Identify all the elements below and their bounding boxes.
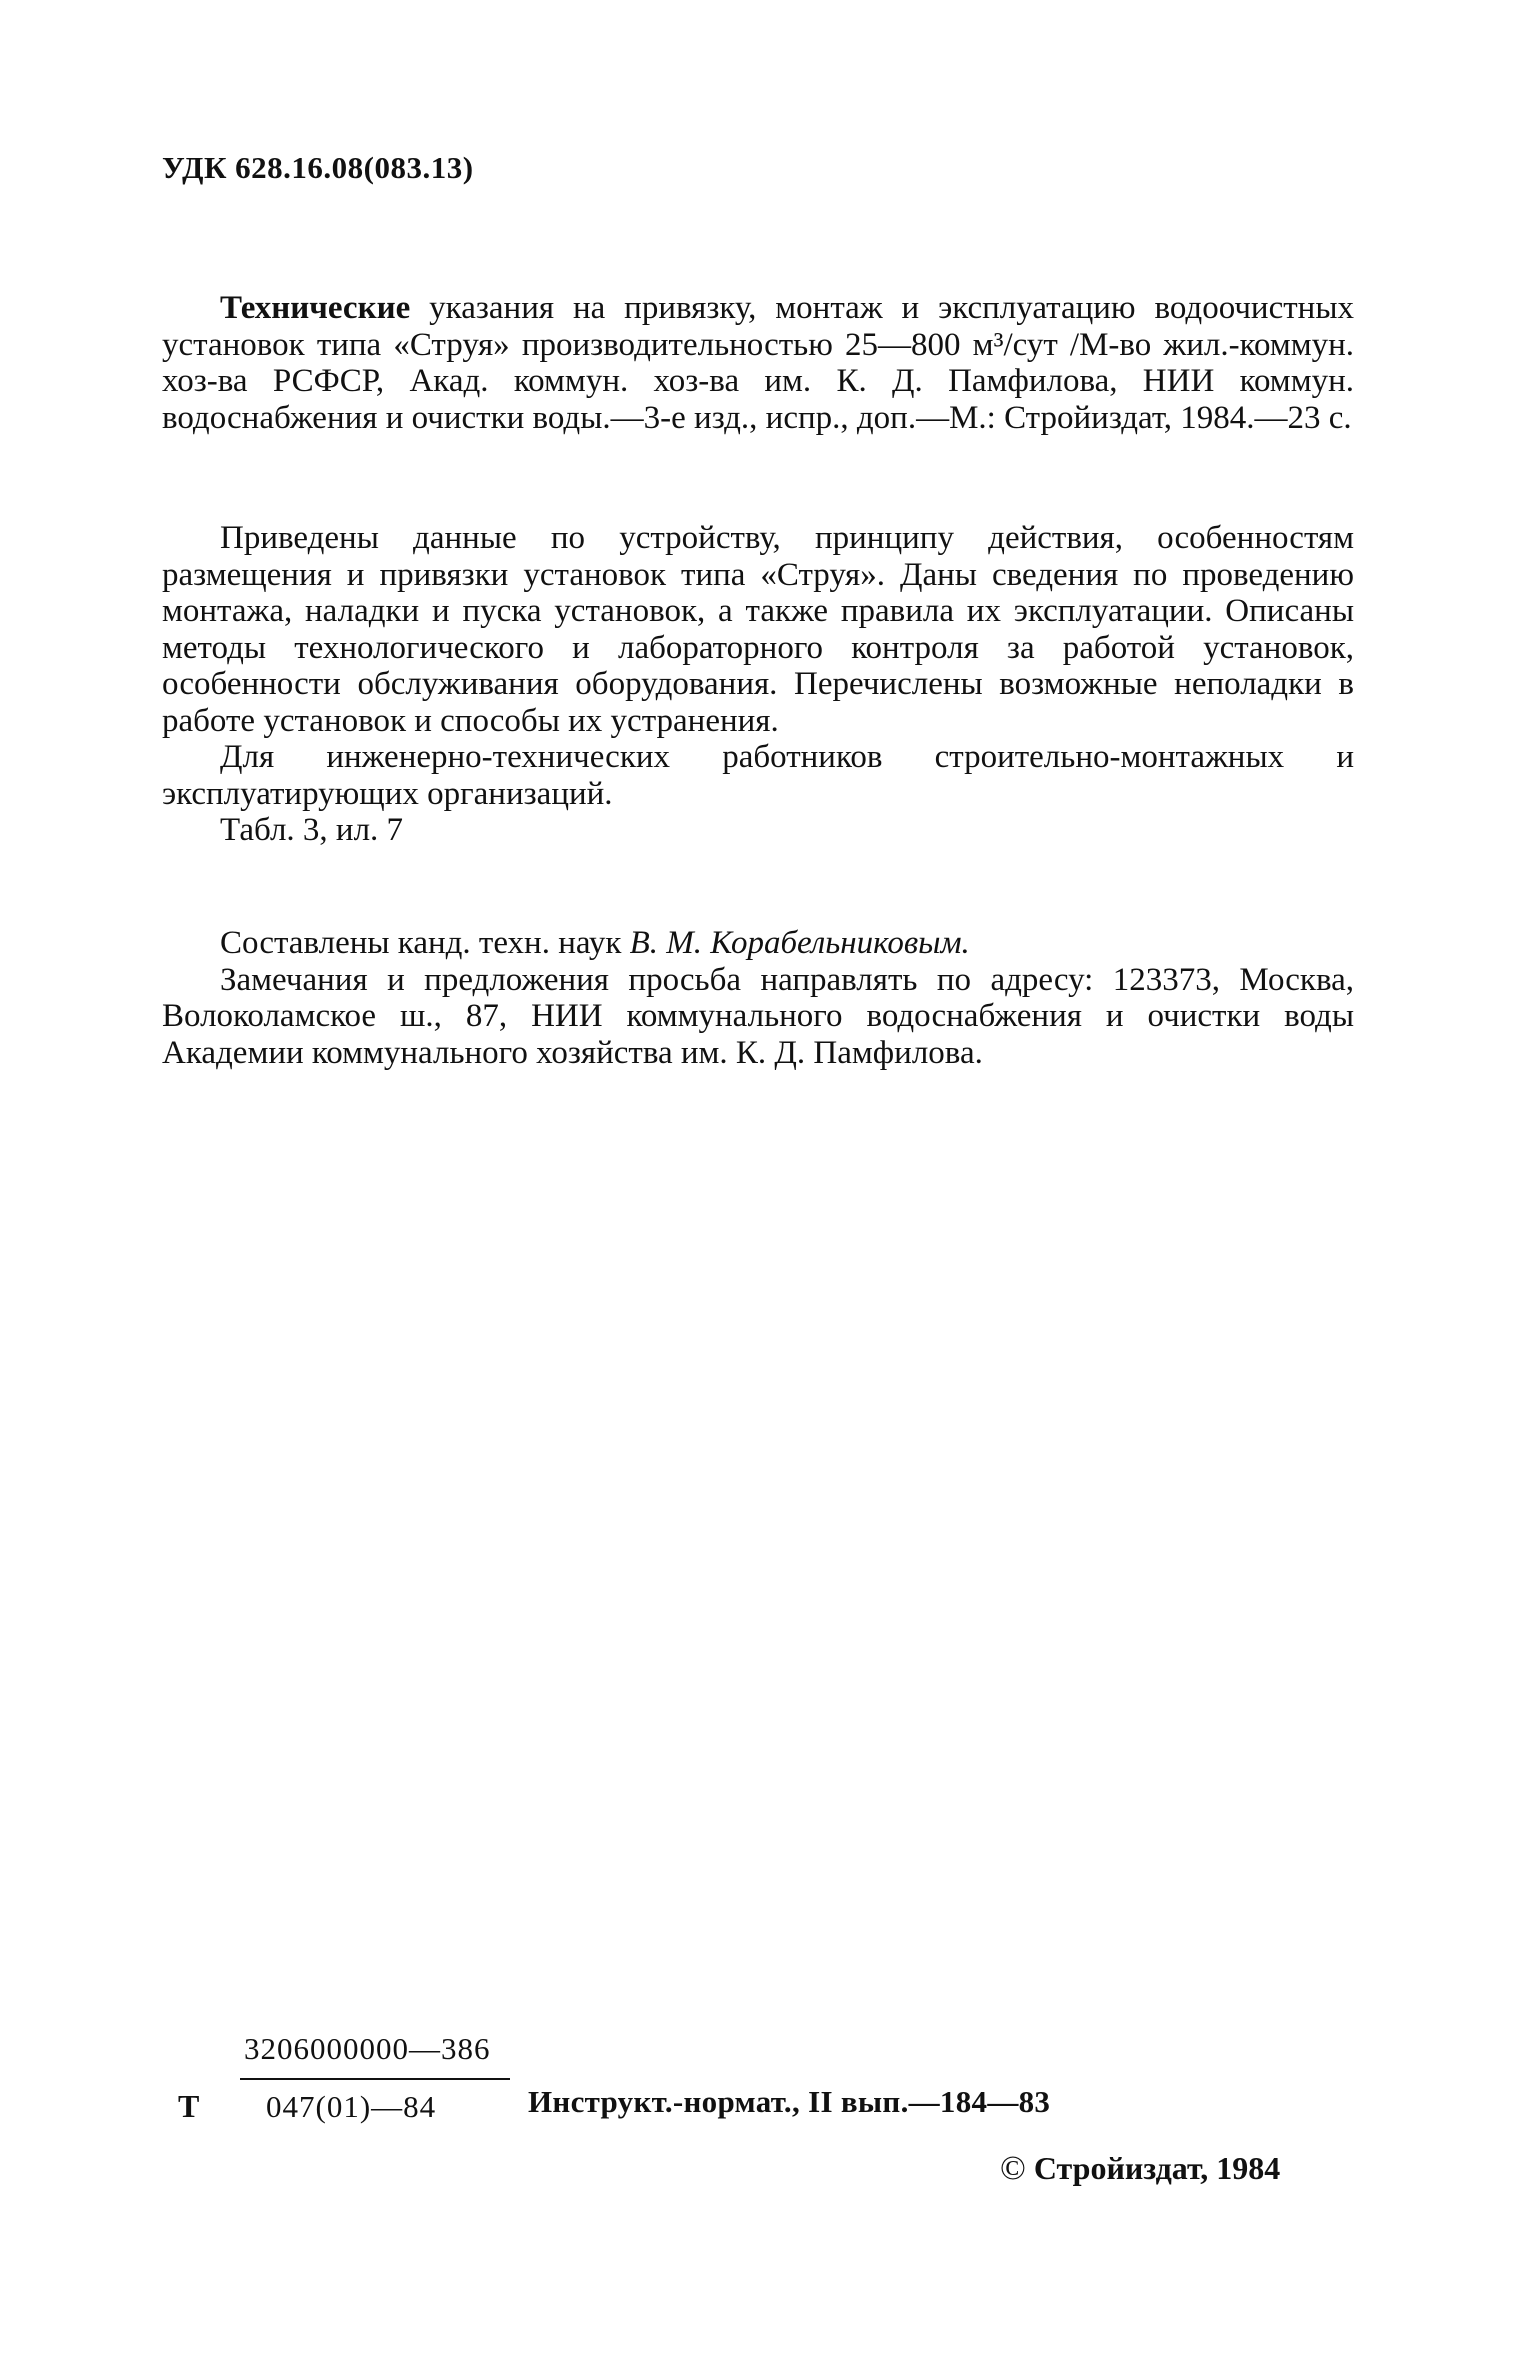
fraction-bar bbox=[240, 2078, 510, 2080]
compiler-author: В. М. Корабельниковым. bbox=[629, 925, 970, 961]
imprint-numerator: 3206000000—386 bbox=[244, 2031, 491, 2066]
abstract bbox=[162, 520, 1354, 849]
abstract-paragraph-1: Приведены данные по устройству, принципу действия, особенностям размещения и привязки установок типа «Струя». Даны сведения по проведению монтажа, наладки и пуска установок, а также правила их эксплуатации. Описаны методы технологического и лабораторного контроля за работой установок, особенности обслуживания оборудования. Перечислены возможные неполадки в работе установок и способы их устранения. bbox=[162, 520, 1354, 739]
remarks-address: Замечания и предложения просьба направлять по адресу: 123373, Москва, Волоколамское ш., 87, НИИ коммунального водоснабжения и очистки воды Академии коммунального хозяйства им. К. Д. Памфилова. bbox=[162, 961, 1354, 1071]
imprint-series: Инструкт.-нормат., II вып.—184—83 bbox=[528, 2084, 1051, 2119]
bibliographic-entry bbox=[162, 290, 1354, 436]
imprint-letter: Т bbox=[178, 2088, 200, 2124]
imprint-fraction bbox=[240, 2030, 510, 2126]
abstract-paragraph-2: Для инженерно-технических работников строительно-монтажных и эксплуатирующих организаций. bbox=[162, 739, 1354, 812]
compilers-block bbox=[162, 925, 1354, 1071]
compiler-line bbox=[162, 925, 1354, 962]
imprint-denominator: 047(01)—84 bbox=[266, 2089, 437, 2124]
bibliographic-text: указания на привязку, монтаж и эксплуатацию водоочистных установок типа «Струя» производительностью 25—800 м³/сут /М-во жил.-коммун. хоз-ва РСФСР, Акад. коммун. хоз-ва им. К. Д. Памфилова, НИИ коммун. водоснабжения и очистки воды.—3-е изд., испр., доп.—М.: Стройиздат, 1984.—23 с. bbox=[162, 290, 1354, 436]
udk-code: УДК 628.16.08(083.13) bbox=[162, 150, 474, 185]
bibliographic-description bbox=[162, 290, 1354, 436]
abstract-tables-figures: Табл. 3, ил. 7 bbox=[220, 812, 404, 848]
copyright-line bbox=[1000, 2150, 1280, 2188]
copyright-text: Стройиздат, 1984 bbox=[1025, 2150, 1281, 2186]
copyright-icon: © bbox=[1000, 2150, 1026, 2187]
compiler-prefix: Составлены канд. техн. наук bbox=[220, 925, 630, 961]
bibliographic-title-lead: Технические bbox=[220, 290, 411, 326]
